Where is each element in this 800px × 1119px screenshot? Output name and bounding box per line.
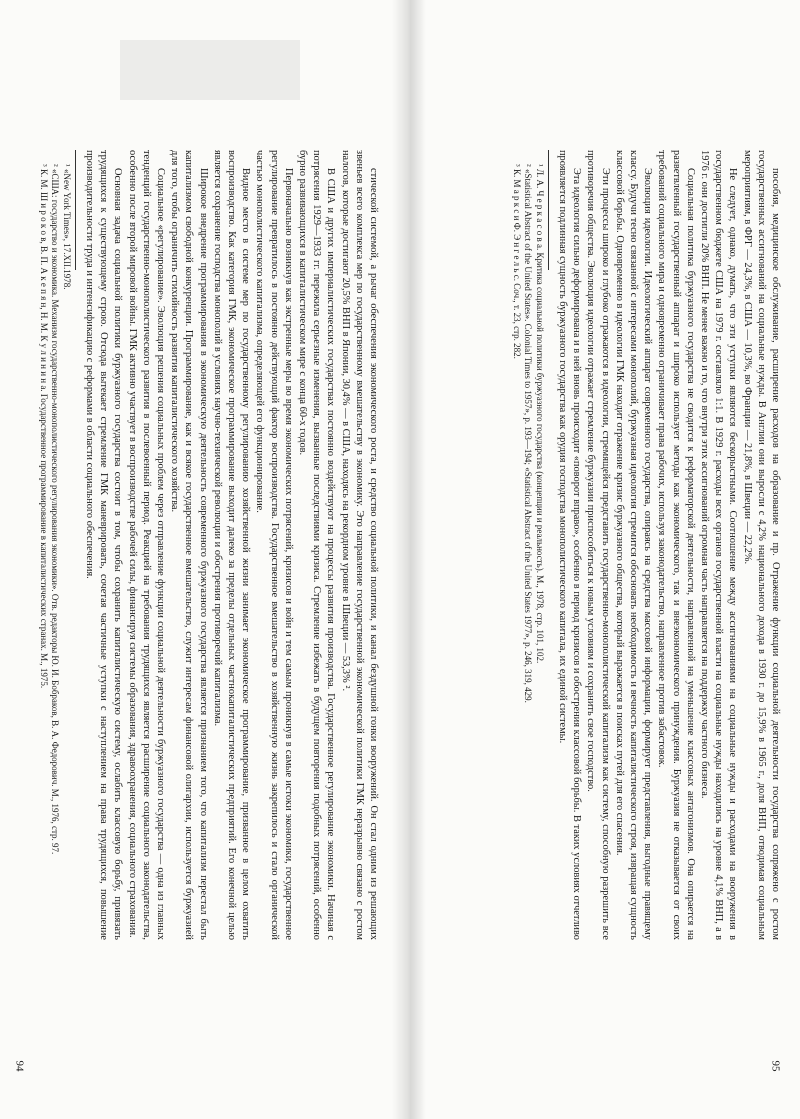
paragraph: Эта идеология сильно деформирована и в ней вновь происходит «поворот вправо», особенно в период кризисов и обострения классовой борьбы. В таких условиях отчетливо проявляется подлинная сущность буржуазного государства как орудия господства монополистического капитала, их единой системы. xyxy=(556,150,583,940)
paragraph: стической системой, а рычаг обеспечения экономического роста, и средство социальной политики, и канал бездушной гонки вооружений. Он стал одним из решающих звеньев всего комплекса мер по государственному вмешательству в экономику. Это направление государственной экономической политики ГМК неразрывно связано с ростом налогов, которые достигают 20,5% ВНП в Японии, 30,4% — в США, находясь на рекордном уровне в Швеции — 53,3% ². xyxy=(339,150,379,940)
footnote-divider xyxy=(75,150,76,270)
left-page-number: 94 xyxy=(13,1060,26,1072)
paragraph: Первоначально возникнув как экстренные меры во время экономических потрясений, кризисов и войн и тем самым проникнув в самые истоки экономики, государственное регулирование превратилось в постоянно действующий фактор воспроизводства. Государственное вмешательство в хозяйственную жизнь закрепилось и стало органической частью монополистического капитализма, определяющей его функционирование. xyxy=(254,150,294,940)
paragraph: Социальная политика буржуазного государства не сводится к реформаторской деятельности, направленной на уменьшение классовых антагонизмов. Она опирается на разветвленный государственный аппарат и широко использует методы как экономического, так и внеэкономического принуждения. Буржуазия не отказывается от своих требований социального мира и одновременно ограничивает права рабочих, используя законодательство, направленное против забастовок. xyxy=(656,150,696,940)
page-fold-shadow xyxy=(392,0,426,1119)
paragraph: пособия, медицинское обслуживание, расширение расходов на образование и пр. Отражение функции социальной деятельности государства сопряжено с ростом государственных ассигнований на социальные нужды. В Англии они выросли с 4,2% национального дохода в 1930 г. до 15,9% в 1965 г., доля ВНП, отводимая социальным мероприятиям, в ФРГ — 24,3%, в США — 10,3%, во Франции — 21,8%, в Швеции — 22,2%. xyxy=(741,150,781,940)
footnote: ³ К. М а р к с и Ф. Э н г е л ь с. Соч., т. 23, стр. 282. xyxy=(511,164,522,359)
paragraph: В США и других империалистических государствах постоянно воздействуют на процессы развития производства. Государственное регулирование экономики. Начиная с потрясения 1929—1933 гг. пережила серьезные изменения, вызванные последствиями кризиса. Стремление избежать в будущем повторения подобных потрясений, особенно бурно развивающихся в капиталистическом мире с конца 60-х годов. xyxy=(296,150,337,940)
footnote: ³ К. М. Ш и р о к о в, В. П. А к е п я н, Н. М. К у л и н и н а. Государственное программирование в капиталистических странах. М., 1975. xyxy=(38,164,49,689)
paragraph: Видное место в системе мер по государственному регулированию хозяйственной жизни занимает экономическое программирование, призванное в целом охватить воспроизводство. Как категория ГМК, экономическое программирование выходит далеко за пределы отдельных частнокапиталистических предприятий. Его конечной целью является сохранение господства монополий в условиях научно-технической революции и обострения противоречий капитализма. xyxy=(211,150,252,940)
right-page-number: 95 xyxy=(769,1060,782,1072)
scan-shading xyxy=(120,40,300,100)
left-page xyxy=(30,150,380,950)
footnote: ² «США: государство и экономика. Механизм государственно-монополистического регулирования экономики». Отв. редакторы Ю. И. Бобраков, В. А. Федорович. М., 1976, стр. 97. xyxy=(50,164,61,855)
footnote: ¹ «New York Times», 17.XII.1978. xyxy=(61,164,72,290)
left-page-text xyxy=(35,150,380,940)
paragraph: Основная задача социальной политики буржуазного государства состоит в том, чтобы сохранить капиталистическую систему, ослабить классовую борьбу, привязать трудящихся к существующему строю. Отсюда вытекает стремление ГМК маневрировать, сочетая частичные уступки с наступлением на права трудящихся, повышение производительности труда и интенсификацию с реформами в области социального обеспечения. xyxy=(83,150,124,940)
paragraph: Широкое внедрение программирования в экономическую деятельность современного буржуазного государства является признанием того, что капитализм перестал быть капитализмом свободной конкуренции. Программирование, как и всякое государственное вмешательство, служит интересам финансовой олигархии, используется буржуазией для того, чтобы ограничить стихийность развития капиталистического хозяйства. xyxy=(169,150,209,940)
paragraph: Социальное «регулирование». Эволюция решения социальных проблем через отправление функции социальной деятельности буржуазного государства — одна из главных тенденций государственно-монополистического развития в послевоенный период. Реакцией на требования трудящихся является расширение социального законодательства, особенно после второй мировой войны. ГМК активно участвует в воспроизводстве рабочей силы, финансируя системы образования, здравоохранения, социального страхования. xyxy=(126,150,166,940)
paragraph: Эволюция идеологии. Идеологический аппарат современного государства, опираясь на средства массовой информации, формирует представления, выгодные правящему классу. Будучи тесно связанной с интересами монополий, буржуазная идеология стремится обосновать необходимость и вечность капиталистического строя, извращая сущность классовой борьбы. Одновременно в идеологии ГМК находит отражение кризис буржуазного общества, который выражается в поисках путей для его спасения. xyxy=(613,150,654,940)
paragraph: Не следует, однако, думать, что эти уступки являются бескорыстными. Соотношение между ассигнованиями на социальные нужды и расходами на вооружения в государственном бюджете США на 1979 г. составляло 1:1. В 1929 г. расходы всех органов государственной власти на социальные нужды находились на уровне 4,1% ВНП, а в 1976 г. они достигли 20% ВНП. Не менее важно и то, что внутри этих ассигнований огромная часть направляется на поддержку частного бизнеса. xyxy=(698,150,739,940)
footnote-divider xyxy=(548,150,549,270)
footnote: ¹ Л. А. Ч е р к а с о в а. Критика социальной политики буржуазного государства (концепции и реальность). М., 1978, стр. 101, 102. xyxy=(534,164,545,664)
right-page-text xyxy=(437,150,782,940)
right-page xyxy=(432,150,782,950)
paragraph: Эти процессы широко и глубоко отражаются в идеологии, стремящейся представить государственно-монополистический капитализм как систему, способную разрешить все противоречия общества. Эволюция идеологии отражает стремление буржуазии приспособиться к новым условиям и сохранить свое господство. xyxy=(585,150,611,940)
footnote: ² «Statistical Abstract of the United States». Colonial Times to 1957», р. 193—194; «Statistical Abstract of the United States 1977», р. 246, 319, 429. xyxy=(523,164,534,703)
